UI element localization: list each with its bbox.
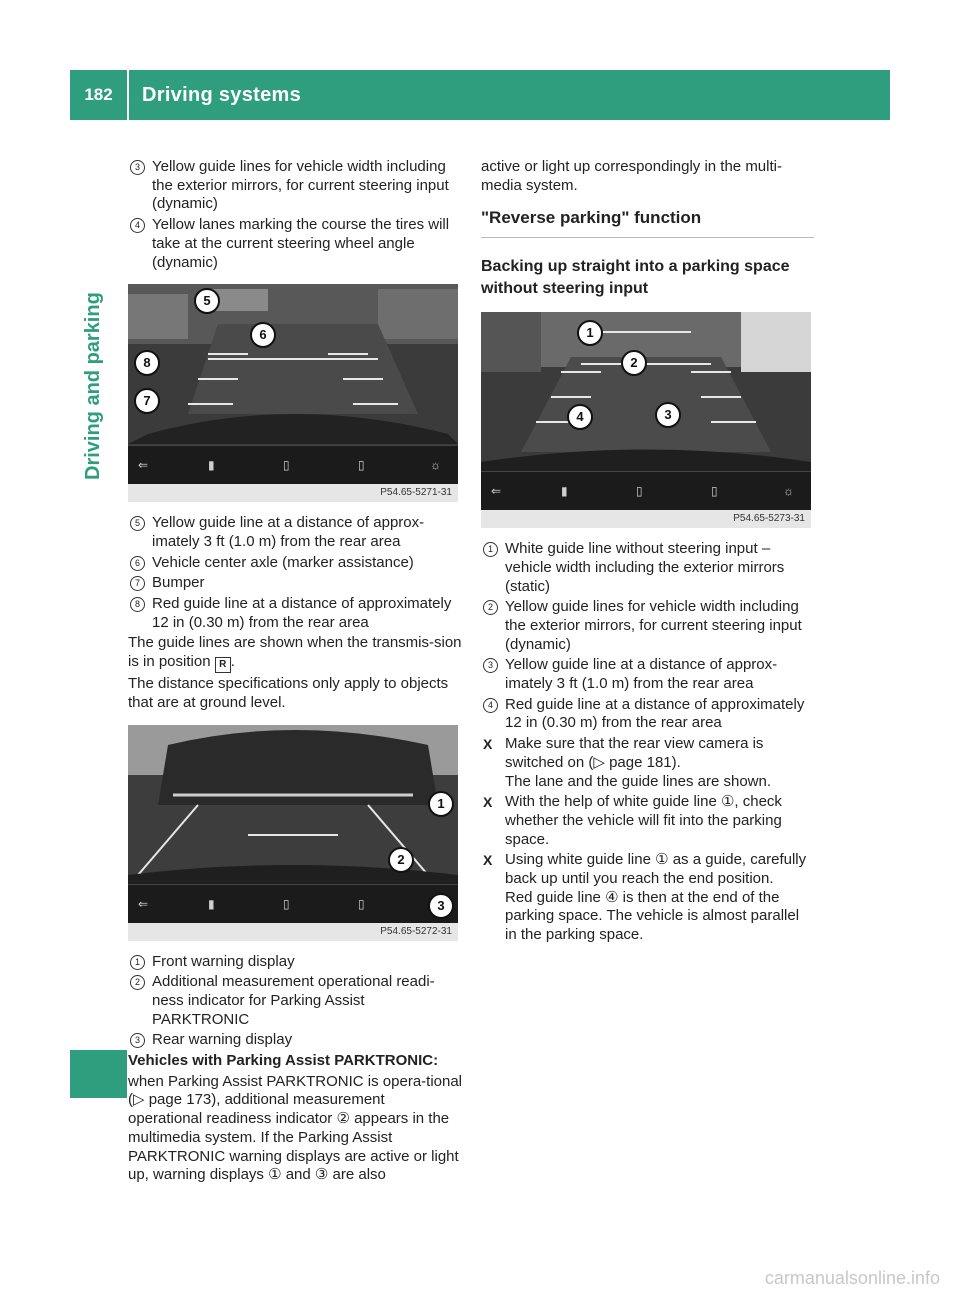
step-text: Using white guide line ① as a guide, carefully back up until you reach the end position. [505,851,807,888]
camera-toolbar [128,884,458,923]
callout-marker: 1 [428,791,454,817]
callout-number: 4 [483,698,498,713]
gear-position-r: R [215,657,231,673]
item-text: White guide line without steering input – vehicle width including the exterior mirrors (static) [505,540,785,595]
step-result: The lane and the guide lines are shown. [505,772,772,790]
camera-figure-3 [481,312,811,528]
camera-mode-icon: ▮ [208,896,215,911]
item-text: Front warning display [152,952,295,970]
callout-number: 4 [130,218,145,233]
right-column [481,158,814,947]
callout-marker: 7 [134,388,160,414]
item-text: Red guide line at a distance of approximately 12 in (0.30 m) from the rear area [152,595,452,631]
callout-number: 3 [130,1033,145,1048]
step-result: Red guide line ④ is then at the end of the parking space. The vehicle is almost parallel in the parking space. [505,888,800,944]
figure-code: P54.65-5272-31 [128,923,458,941]
page-number: 182 [84,85,113,104]
subsection-heading: Backing up straight into a parking space without steering input [481,258,790,298]
item-text: Yellow guide line at a distance of approx-imately 3 ft (1.0 m) from the rear area [152,514,425,550]
camera-toolbar [128,445,458,484]
callout-marker: 6 [250,322,276,348]
camera-toolbar [481,471,811,510]
paragraph: active or light up correspondingly in the multi-media system. [481,158,782,194]
list-item [128,574,463,593]
callout-number: 3 [483,658,498,673]
item-text: Bumper [152,574,205,592]
camera-view-icon: ▯ [283,896,290,911]
item-text: Yellow guide lines for vehicle width including the exterior mirrors, for current steering input (dynamic) [152,158,449,213]
camera-top-icon: ▯ [358,458,365,473]
step-arrow-icon: X [483,852,493,869]
brightness-icon: ☼ [783,484,794,499]
camera-mode-icon: ▮ [208,458,215,473]
instruction-step [481,793,814,849]
paragraph [128,634,463,673]
item-text: Rear warning display [152,1031,293,1049]
list-item [481,696,814,733]
paragraph: when Parking Assist PARKTRONIC is opera-tional (▷ page 173), additional measurement operational readiness indicator ② appears in the multimedia system. If the Parking Assist PARKTRONIC warning displays are active or light up, warning displays ① and ③ are also [128,1072,463,1184]
list-item [481,540,814,596]
callout-marker: 3 [428,893,454,919]
callout-marker: 3 [655,402,681,428]
callout-marker: 8 [134,350,160,376]
step-arrow-icon: X [483,794,493,811]
back-icon: ⇐ [491,484,502,499]
back-icon: ⇐ [138,896,149,911]
step-arrow-icon: X [483,736,493,753]
list-item [481,598,814,654]
subheading: Vehicles with Parking Assist PARKTRONIC: [128,1052,439,1070]
callout-number: 3 [130,160,145,175]
brightness-icon: ☼ [430,458,441,473]
item-text: Yellow guide lines for vehicle width including the exterior mirrors, for current steering input (dynamic) [505,598,802,653]
callout-marker: 5 [194,288,220,314]
list-item [481,656,814,693]
callout-marker: 1 [577,320,603,346]
callout-number: 1 [130,955,145,970]
left-column [128,158,463,1187]
step-text: With the help of white guide line ①, check whether the vehicle will fit into the parking space. [505,793,782,848]
chapter-label: Driving and parking [82,292,104,480]
list-item [128,953,463,972]
page-header [70,70,890,120]
callout-number: 8 [130,597,145,612]
rear-camera-image [128,284,458,484]
instruction-step [481,735,814,791]
camera-figure-1 [128,284,458,502]
rear-camera-image [128,725,458,923]
rear-camera-image [481,312,811,510]
callout-number: 6 [130,556,145,571]
paragraph: The distance specifications only apply to objects that are at ground level. [128,675,449,711]
header-divider [127,70,129,120]
paragraph-end: . [230,653,235,671]
callout-marker: 4 [567,404,593,430]
watermark: carmanualsonline.info [764,1268,940,1288]
item-text: Yellow guide line at a distance of approx-imately 3 ft (1.0 m) from the rear area [505,656,778,693]
callout-number: 5 [130,516,145,531]
camera-view-icon: ▯ [283,458,290,473]
callout-marker: 2 [388,847,414,873]
camera-view-icon: ▯ [636,484,643,499]
item-text: Yellow lanes marking the course the tires will take at the current steering wheel angle (dynamic) [152,216,450,271]
camera-top-icon: ▯ [711,484,718,499]
callout-number: 2 [130,975,145,990]
back-icon: ⇐ [138,458,149,473]
callout-number: 1 [483,542,498,557]
step-text: Make sure that the rear view camera is switched on (▷ page 181). [505,735,764,771]
section-heading: "Reverse parking" function [481,209,814,238]
callout-number: 2 [483,600,498,615]
list-item [128,514,463,551]
list-item [128,973,463,1029]
item-text: Red guide line at a distance of approximately 12 in (0.30 m) from the rear area [505,695,805,732]
paragraph-text: The guide lines are shown when the transmis-sion is in position [128,634,462,671]
list-item [128,595,463,632]
item-text: Additional measurement operational readi-ness indicator for Parking Assist PARKTRONIC [152,973,435,1028]
figure-code: P54.65-5273-31 [481,510,811,528]
camera-top-icon: ▯ [358,896,365,911]
list-item [128,158,463,214]
camera-figure-2 [128,725,458,941]
list-item [128,216,463,272]
list-item [128,554,463,573]
section-title: Driving systems [142,84,302,106]
chapter-marker [70,1050,127,1098]
callout-number: 7 [130,576,145,591]
callout-marker: 2 [621,350,647,376]
item-text: Vehicle center axle (marker assistance) [152,553,414,571]
list-item [128,1031,463,1050]
figure-code: P54.65-5271-31 [128,484,458,502]
instruction-step [481,851,814,945]
camera-mode-icon: ▮ [561,484,568,499]
